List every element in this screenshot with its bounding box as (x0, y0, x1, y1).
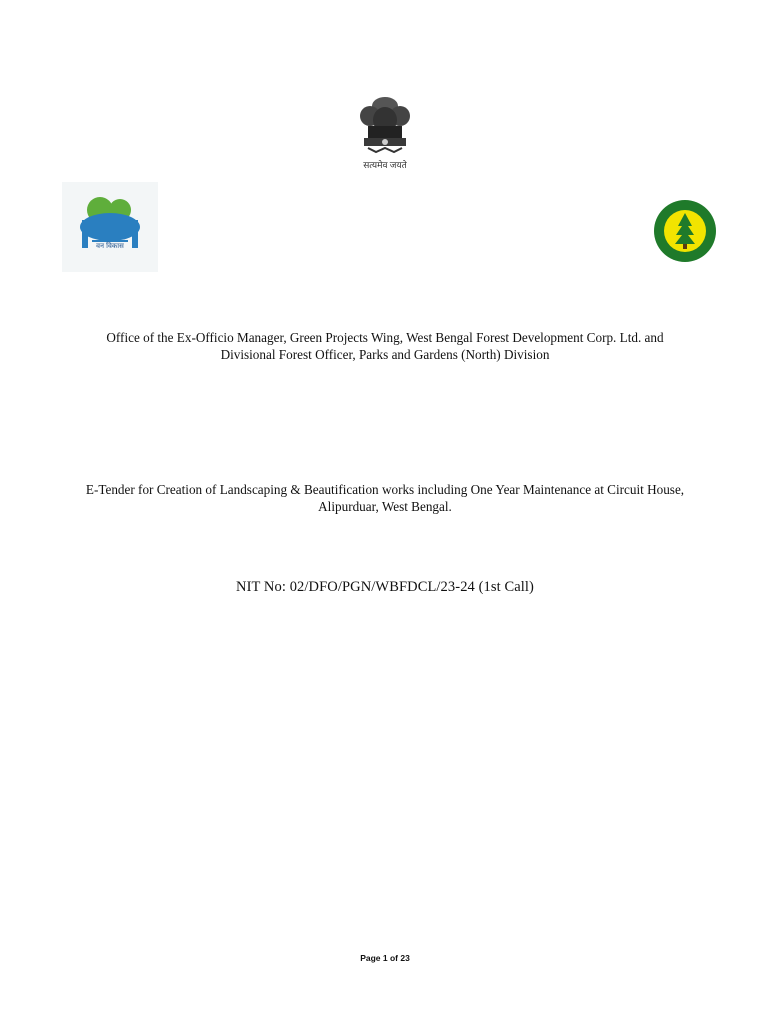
tender-title (40, 481, 730, 515)
page-number: Page 1 of 23 (360, 953, 410, 963)
tender-line-1: E-Tender for Creation of Landscaping & Beautification works including One Year Maintenance at Circuit House, (85, 482, 685, 497)
van-vikas-logo-icon (62, 182, 158, 272)
nit-number: NIT No: 02/DFO/PGN/WBFDCL/23-24 (1st Call) (236, 579, 534, 595)
office-heading (40, 329, 730, 363)
office-line-2: Divisional Forest Officer, Parks and Gardens (North) Division (220, 347, 550, 362)
emblem-motto: सत्यमेव जयते (363, 160, 407, 170)
tender-line-2: Alipurduar, West Bengal. (318, 499, 452, 514)
wbfdc-seal-icon (652, 198, 718, 264)
svg-text:वन विकास: वन विकास (96, 242, 124, 250)
office-line-1: Office of the Ex-Officio Manager, Green Projects Wing, West Bengal Forest Development Corp. Ltd. and (106, 330, 664, 345)
